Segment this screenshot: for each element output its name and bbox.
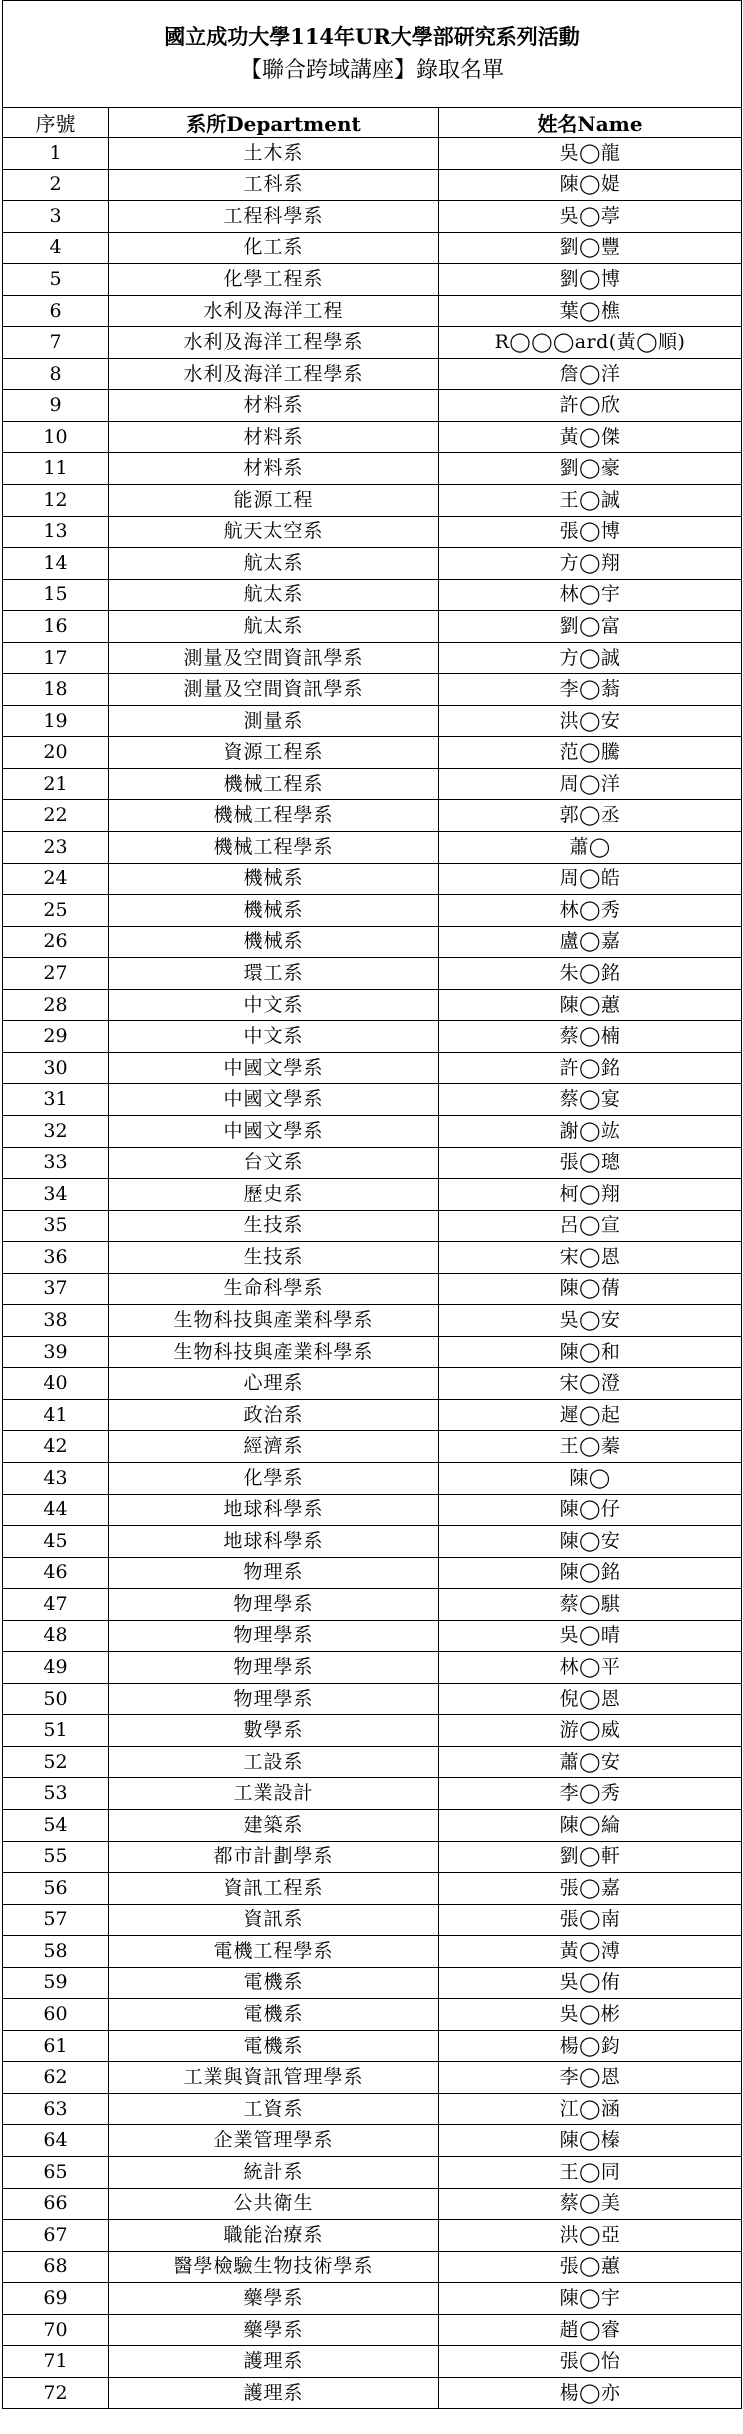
table-row	[3, 768, 742, 800]
table-row	[3, 1494, 742, 1526]
row-number: 42	[3, 1431, 109, 1463]
table-row	[3, 1652, 742, 1684]
row-number: 24	[3, 863, 109, 895]
row-number: 28	[3, 989, 109, 1021]
row-number: 10	[3, 421, 109, 453]
row-number: 27	[3, 958, 109, 990]
table-row	[3, 232, 742, 264]
row-name: 蔡◯楠	[439, 1021, 742, 1053]
row-number: 45	[3, 1526, 109, 1558]
row-number: 58	[3, 1936, 109, 1968]
row-department: 物理學系	[109, 1683, 439, 1715]
row-department: 材料系	[109, 390, 439, 422]
row-number: 19	[3, 705, 109, 737]
table-row	[3, 1778, 742, 1810]
row-name: 宋◯恩	[439, 1242, 742, 1274]
table-row	[3, 674, 742, 706]
row-name: 李◯蓊	[439, 674, 742, 706]
row-number: 31	[3, 1084, 109, 1116]
row-name: 黃◯傑	[439, 421, 742, 453]
row-name: 李◯恩	[439, 2062, 742, 2094]
row-name: 詹◯洋	[439, 358, 742, 390]
row-department: 數學系	[109, 1715, 439, 1747]
row-department: 歷史系	[109, 1179, 439, 1211]
table-row	[3, 1305, 742, 1337]
row-name: 蔡◯騏	[439, 1589, 742, 1621]
row-department: 機械系	[109, 895, 439, 927]
row-department: 政治系	[109, 1399, 439, 1431]
row-name: 許◯欣	[439, 390, 742, 422]
table-row	[3, 1273, 742, 1305]
table-row	[3, 1904, 742, 1936]
row-number: 72	[3, 2377, 109, 2409]
table-row	[3, 327, 742, 359]
table-row	[3, 926, 742, 958]
row-name: 劉◯軒	[439, 1841, 742, 1873]
row-department: 工業與資訊管理學系	[109, 2062, 439, 2094]
row-department: 中文系	[109, 1021, 439, 1053]
table-row	[3, 737, 742, 769]
table-row	[3, 611, 742, 643]
row-number: 9	[3, 390, 109, 422]
row-number: 70	[3, 2314, 109, 2346]
table-row	[3, 1368, 742, 1400]
table-row	[3, 1620, 742, 1652]
table-row	[3, 1021, 742, 1053]
row-department: 物理學系	[109, 1620, 439, 1652]
row-name: 葉◯樵	[439, 295, 742, 327]
row-department: 企業管理學系	[109, 2125, 439, 2157]
row-name: 劉◯豐	[439, 232, 742, 264]
table-row	[3, 642, 742, 674]
row-name: 黃◯溥	[439, 1936, 742, 1968]
row-number: 47	[3, 1589, 109, 1621]
row-department: 電機系	[109, 2030, 439, 2062]
row-number: 64	[3, 2125, 109, 2157]
row-department: 化學系	[109, 1462, 439, 1494]
row-number: 46	[3, 1557, 109, 1589]
table-row	[3, 1936, 742, 1968]
row-number: 25	[3, 895, 109, 927]
row-name: 謝◯竑	[439, 1115, 742, 1147]
row-name: 陳◯蕙	[439, 989, 742, 1021]
table-row	[3, 958, 742, 990]
row-department: 材料系	[109, 421, 439, 453]
row-name: 范◯騰	[439, 737, 742, 769]
row-number: 1	[3, 138, 109, 170]
table-row	[3, 2251, 742, 2283]
row-name: 陳◯安	[439, 1526, 742, 1558]
row-name: 許◯銘	[439, 1052, 742, 1084]
row-name: 陳◯媞	[439, 169, 742, 201]
row-number: 69	[3, 2283, 109, 2315]
row-department: 工科系	[109, 169, 439, 201]
row-name: 吳◯葶	[439, 201, 742, 233]
table-row	[3, 516, 742, 548]
row-number: 41	[3, 1399, 109, 1431]
row-number: 14	[3, 548, 109, 580]
row-number: 30	[3, 1052, 109, 1084]
row-number: 11	[3, 453, 109, 485]
row-name: 張◯蕙	[439, 2251, 742, 2283]
table-row	[3, 705, 742, 737]
row-name: 李◯秀	[439, 1778, 742, 1810]
row-number: 39	[3, 1336, 109, 1368]
row-department: 測量及空間資訊學系	[109, 642, 439, 674]
row-name: 劉◯博	[439, 264, 742, 296]
table-row	[3, 1557, 742, 1589]
row-name: 方◯翔	[439, 548, 742, 580]
row-number: 18	[3, 674, 109, 706]
row-name: 遲◯起	[439, 1399, 742, 1431]
row-name: 倪◯恩	[439, 1683, 742, 1715]
row-name: 陳◯仔	[439, 1494, 742, 1526]
table-row	[3, 2346, 742, 2378]
table-body	[3, 138, 742, 2409]
row-department: 化學工程系	[109, 264, 439, 296]
row-name: 陳◯宇	[439, 2283, 742, 2315]
row-department: 藥學系	[109, 2283, 439, 2315]
row-department: 生技系	[109, 1210, 439, 1242]
admission-list-table	[2, 0, 742, 2409]
row-number: 52	[3, 1746, 109, 1778]
row-name: 游◯威	[439, 1715, 742, 1747]
table-row	[3, 2157, 742, 2189]
row-department: 資訊工程系	[109, 1873, 439, 1905]
row-department: 物理學系	[109, 1589, 439, 1621]
row-department: 統計系	[109, 2157, 439, 2189]
table-row	[3, 2125, 742, 2157]
row-number: 15	[3, 579, 109, 611]
row-department: 能源工程	[109, 485, 439, 517]
row-name: 周◯洋	[439, 768, 742, 800]
table-row	[3, 1084, 742, 1116]
row-department: 台文系	[109, 1147, 439, 1179]
row-department: 醫學檢驗生物技術學系	[109, 2251, 439, 2283]
table-row	[3, 895, 742, 927]
page-title: 國立成功大學114年UR大學部研究系列活動	[164, 24, 580, 49]
table-row	[3, 2093, 742, 2125]
header-no: 序號	[3, 108, 109, 138]
row-number: 35	[3, 1210, 109, 1242]
row-number: 8	[3, 358, 109, 390]
table-row	[3, 1809, 742, 1841]
row-department: 生物科技與產業科學系	[109, 1305, 439, 1337]
row-number: 67	[3, 2220, 109, 2252]
row-department: 機械工程系	[109, 768, 439, 800]
table-row	[3, 169, 742, 201]
row-name: 蕭◯安	[439, 1746, 742, 1778]
row-number: 34	[3, 1179, 109, 1211]
row-number: 22	[3, 800, 109, 832]
row-number: 62	[3, 2062, 109, 2094]
table-row	[3, 1683, 742, 1715]
row-name: 吳◯龍	[439, 138, 742, 170]
table-row	[3, 1999, 742, 2031]
row-department: 航天太空系	[109, 516, 439, 548]
table-row	[3, 1242, 742, 1274]
header-name: 姓名Name	[439, 108, 742, 138]
table-row	[3, 1589, 742, 1621]
row-name: 陳◯銘	[439, 1557, 742, 1589]
table-row	[3, 358, 742, 390]
row-number: 57	[3, 1904, 109, 1936]
row-name: 趙◯睿	[439, 2314, 742, 2346]
row-number: 53	[3, 1778, 109, 1810]
row-department: 資訊系	[109, 1904, 439, 1936]
row-number: 16	[3, 611, 109, 643]
header-row	[3, 108, 742, 138]
row-number: 63	[3, 2093, 109, 2125]
row-number: 17	[3, 642, 109, 674]
row-number: 55	[3, 1841, 109, 1873]
row-department: 工業設計	[109, 1778, 439, 1810]
row-department: 機械工程學系	[109, 832, 439, 864]
row-number: 43	[3, 1462, 109, 1494]
row-name: 王◯蓁	[439, 1431, 742, 1463]
row-name: 楊◯鈞	[439, 2030, 742, 2062]
table-row	[3, 421, 742, 453]
row-department: 環工系	[109, 958, 439, 990]
row-department: 測量及空間資訊學系	[109, 674, 439, 706]
row-department: 測量系	[109, 705, 439, 737]
table-row	[3, 1179, 742, 1211]
table-row	[3, 485, 742, 517]
row-name: 陳◯	[439, 1462, 742, 1494]
row-number: 56	[3, 1873, 109, 1905]
table-row	[3, 548, 742, 580]
row-number: 54	[3, 1809, 109, 1841]
row-name: R◯◯◯ard(黃◯順)	[439, 327, 742, 359]
row-department: 藥學系	[109, 2314, 439, 2346]
row-department: 經濟系	[109, 1431, 439, 1463]
row-name: 張◯南	[439, 1904, 742, 1936]
row-department: 生技系	[109, 1242, 439, 1274]
row-name: 宋◯澄	[439, 1368, 742, 1400]
row-department: 中國文學系	[109, 1084, 439, 1116]
row-name: 蔡◯美	[439, 2188, 742, 2220]
row-name: 陳◯綸	[439, 1809, 742, 1841]
page-subtitle: 【聯合跨域講座】錄取名單	[240, 58, 505, 83]
row-name: 王◯誠	[439, 485, 742, 517]
row-number: 2	[3, 169, 109, 201]
table-row	[3, 264, 742, 296]
table-row	[3, 1967, 742, 1999]
row-department: 機械系	[109, 926, 439, 958]
row-number: 20	[3, 737, 109, 769]
table-row	[3, 1052, 742, 1084]
row-name: 張◯嘉	[439, 1873, 742, 1905]
row-number: 71	[3, 2346, 109, 2378]
row-department: 航太系	[109, 579, 439, 611]
row-department: 中文系	[109, 989, 439, 1021]
row-number: 49	[3, 1652, 109, 1684]
row-department: 資源工程系	[109, 737, 439, 769]
row-name: 楊◯亦	[439, 2377, 742, 2409]
row-department: 物理學系	[109, 1652, 439, 1684]
row-department: 航太系	[109, 611, 439, 643]
row-number: 48	[3, 1620, 109, 1652]
table-row	[3, 2314, 742, 2346]
row-number: 12	[3, 485, 109, 517]
row-name: 林◯宇	[439, 579, 742, 611]
row-number: 21	[3, 768, 109, 800]
row-name: 劉◯富	[439, 611, 742, 643]
table-row	[3, 1399, 742, 1431]
row-name: 陳◯蒨	[439, 1273, 742, 1305]
table-row	[3, 1715, 742, 1747]
row-department: 機械系	[109, 863, 439, 895]
row-name: 洪◯安	[439, 705, 742, 737]
row-department: 建築系	[109, 1809, 439, 1841]
row-name: 盧◯嘉	[439, 926, 742, 958]
row-name: 陳◯和	[439, 1336, 742, 1368]
row-department: 土木系	[109, 138, 439, 170]
row-number: 37	[3, 1273, 109, 1305]
row-department: 工設系	[109, 1746, 439, 1778]
row-number: 65	[3, 2157, 109, 2189]
row-name: 吳◯安	[439, 1305, 742, 1337]
row-department: 水利及海洋工程學系	[109, 358, 439, 390]
row-department: 職能治療系	[109, 2220, 439, 2252]
row-number: 36	[3, 1242, 109, 1274]
table-row	[3, 1841, 742, 1873]
table-row	[3, 989, 742, 1021]
row-name: 蕭◯	[439, 832, 742, 864]
row-name: 吳◯彬	[439, 1999, 742, 2031]
table-row	[3, 1210, 742, 1242]
row-number: 38	[3, 1305, 109, 1337]
table-row	[3, 1336, 742, 1368]
row-number: 29	[3, 1021, 109, 1053]
row-department: 化工系	[109, 232, 439, 264]
table-row	[3, 832, 742, 864]
row-name: 蔡◯宴	[439, 1084, 742, 1116]
row-number: 5	[3, 264, 109, 296]
row-department: 電機工程學系	[109, 1936, 439, 1968]
row-department: 物理系	[109, 1557, 439, 1589]
row-number: 32	[3, 1115, 109, 1147]
row-number: 4	[3, 232, 109, 264]
header-department: 系所Department	[109, 108, 439, 138]
table-row	[3, 1746, 742, 1778]
row-department: 地球科學系	[109, 1526, 439, 1558]
row-number: 68	[3, 2251, 109, 2283]
row-name: 柯◯翔	[439, 1179, 742, 1211]
row-name: 周◯皓	[439, 863, 742, 895]
table-row	[3, 138, 742, 170]
row-number: 33	[3, 1147, 109, 1179]
table-row	[3, 1147, 742, 1179]
row-name: 林◯秀	[439, 895, 742, 927]
table-row	[3, 579, 742, 611]
row-department: 都市計劃學系	[109, 1841, 439, 1873]
table-row	[3, 1526, 742, 1558]
table-row	[3, 2283, 742, 2315]
row-number: 59	[3, 1967, 109, 1999]
table-row	[3, 1462, 742, 1494]
row-name: 洪◯亞	[439, 2220, 742, 2252]
table-row	[3, 2062, 742, 2094]
row-department: 心理系	[109, 1368, 439, 1400]
table-row	[3, 295, 742, 327]
row-number: 3	[3, 201, 109, 233]
row-department: 材料系	[109, 453, 439, 485]
row-name: 張◯璁	[439, 1147, 742, 1179]
table-row	[3, 201, 742, 233]
row-number: 51	[3, 1715, 109, 1747]
row-number: 7	[3, 327, 109, 359]
row-name: 呂◯宣	[439, 1210, 742, 1242]
row-name: 江◯涵	[439, 2093, 742, 2125]
table-row	[3, 390, 742, 422]
row-number: 60	[3, 1999, 109, 2031]
row-name: 吳◯晴	[439, 1620, 742, 1652]
row-department: 水利及海洋工程學系	[109, 327, 439, 359]
row-name: 劉◯豪	[439, 453, 742, 485]
row-name: 張◯怡	[439, 2346, 742, 2378]
row-number: 66	[3, 2188, 109, 2220]
row-department: 電機系	[109, 1967, 439, 1999]
title-row	[3, 1, 742, 108]
row-department: 工資系	[109, 2093, 439, 2125]
row-department: 護理系	[109, 2346, 439, 2378]
table-row	[3, 800, 742, 832]
row-department: 電機系	[109, 1999, 439, 2031]
table-row	[3, 1431, 742, 1463]
table-row	[3, 2030, 742, 2062]
row-name: 吳◯侑	[439, 1967, 742, 1999]
table-row	[3, 2377, 742, 2409]
table-row	[3, 2188, 742, 2220]
row-department: 工程科學系	[109, 201, 439, 233]
row-number: 50	[3, 1683, 109, 1715]
row-department: 護理系	[109, 2377, 439, 2409]
table-row	[3, 453, 742, 485]
row-name: 方◯誠	[439, 642, 742, 674]
row-number: 13	[3, 516, 109, 548]
row-number: 44	[3, 1494, 109, 1526]
table-row	[3, 2220, 742, 2252]
title-cell	[3, 1, 742, 108]
row-department: 機械工程學系	[109, 800, 439, 832]
roster-document	[2, 0, 741, 2409]
row-number: 40	[3, 1368, 109, 1400]
row-department: 航太系	[109, 548, 439, 580]
row-department: 公共衛生	[109, 2188, 439, 2220]
row-name: 王◯同	[439, 2157, 742, 2189]
table-row	[3, 1115, 742, 1147]
table-row	[3, 863, 742, 895]
row-name: 張◯博	[439, 516, 742, 548]
row-number: 23	[3, 832, 109, 864]
row-department: 生物科技與產業科學系	[109, 1336, 439, 1368]
row-department: 水利及海洋工程	[109, 295, 439, 327]
row-name: 林◯平	[439, 1652, 742, 1684]
row-number: 61	[3, 2030, 109, 2062]
row-department: 生命科學系	[109, 1273, 439, 1305]
row-department: 中國文學系	[109, 1052, 439, 1084]
row-name: 陳◯榛	[439, 2125, 742, 2157]
row-department: 中國文學系	[109, 1115, 439, 1147]
row-number: 26	[3, 926, 109, 958]
table-row	[3, 1873, 742, 1905]
row-name: 朱◯銘	[439, 958, 742, 990]
row-department: 地球科學系	[109, 1494, 439, 1526]
row-number: 6	[3, 295, 109, 327]
row-name: 郭◯丞	[439, 800, 742, 832]
